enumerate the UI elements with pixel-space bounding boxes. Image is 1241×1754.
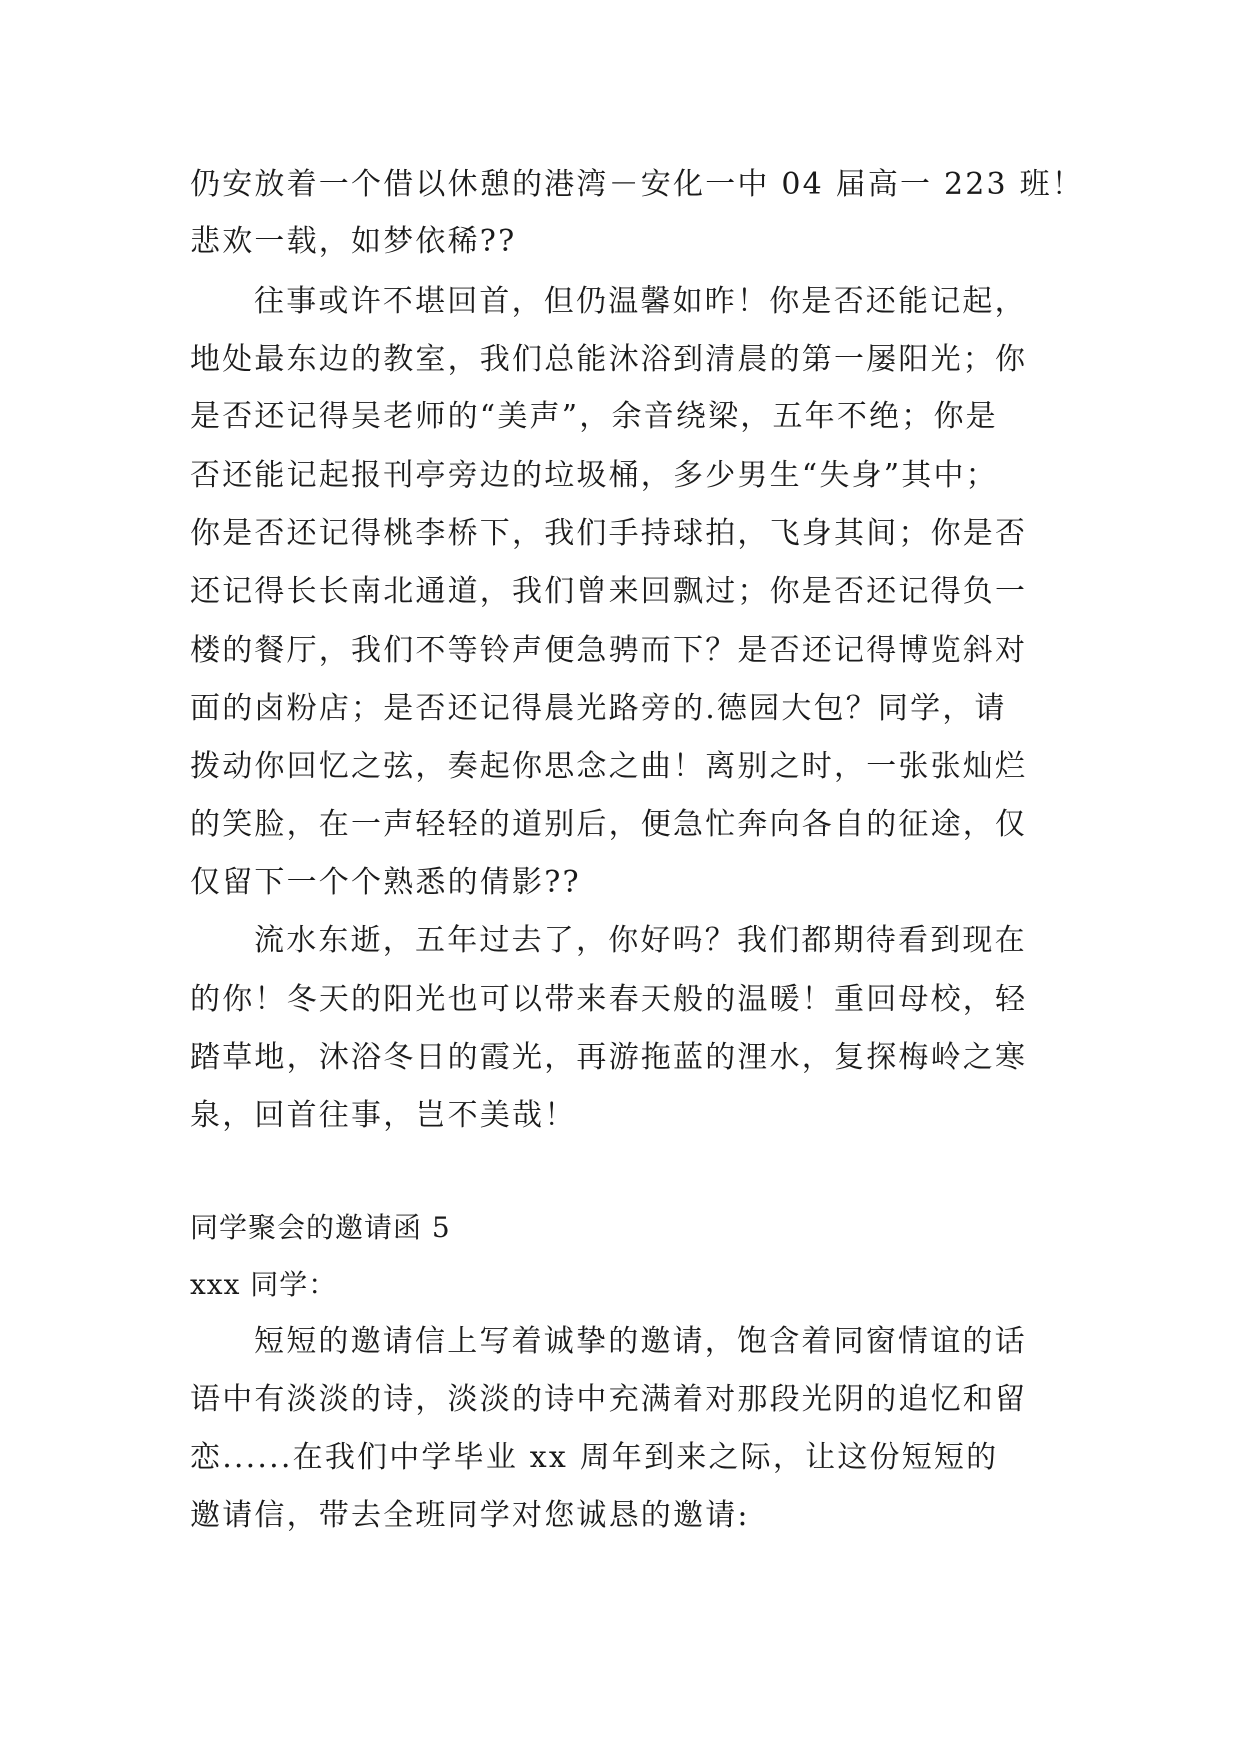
text-line: 踏草地，沐浴冬日的霞光，再游拖蓝的浬水，复探梅岭之寒 [190,1040,1028,1075]
text-line: 面的卤粉店；是否还记得晨光路旁的.德园大包？同学，请 [190,691,1007,726]
text-line: 地处最东边的教室，我们总能沐浴到清晨的第一屡阳光；你 [190,342,1028,377]
text-line: 的笑脸，在一声轻轻的道别后，便急忙奔向各自的征途，仅 [190,807,1028,842]
text-line: 邀请信，带去全班同学对您诚恳的邀请: [190,1498,750,1533]
paragraph-first-line: 流水东逝，五年过去了，你好吗？我们都期待看到现在 [254,923,1027,958]
text-line: 悲欢一载，如梦依稀?? [190,224,517,259]
text-line: 仅留下一个个熟悉的倩影?? [190,865,581,900]
text-line: 拨动你回忆之弦，奏起你思念之曲！离别之时，一张张灿烂 [190,749,1028,784]
text-line: 恋......在我们中学毕业 xx 周年到来之际，让这份短短的 [190,1440,999,1475]
text-line: 还记得长长南北通道，我们曾来回飘过；你是否还记得负一 [190,574,1028,609]
text-line: 楼的餐厅，我们不等铃声便急骋而下？是否还记得博览斜对 [190,633,1028,668]
text-line: 你是否还记得桃李桥下，我们手持球拍，飞身其间；你是否 [190,516,1028,551]
salutation: xxx 同学： [190,1268,338,1301]
text-line: 语中有淡淡的诗，淡淡的诗中充满着对那段光阴的追忆和留 [190,1382,1028,1417]
text-line: 否还能记起报刊亭旁边的垃圾桶，多少男生“失身”其中； [190,458,998,493]
text-line: 泉，回首往事，岂不美哉！ [190,1098,577,1133]
paragraph-first-line: 短短的邀请信上写着诚挚的邀请，饱含着同窗情谊的话 [254,1324,1027,1359]
paragraph-first-line: 往事或许不堪回首，但仍温馨如昨！你是否还能记起， [254,284,1027,319]
text-line: 是否还记得吴老师的“美声”，余音绕梁，五年不绝；你是 [190,399,998,434]
text-line: 的你！冬天的阳光也可以带来春天般的温暖！重回母校，轻 [190,982,1028,1017]
text-line: 仍安放着一个借以休憩的港湾－安化一中 04 届高一 223 班！ [190,167,1084,202]
section-heading: 同学聚会的邀请函 5 [190,1211,451,1244]
